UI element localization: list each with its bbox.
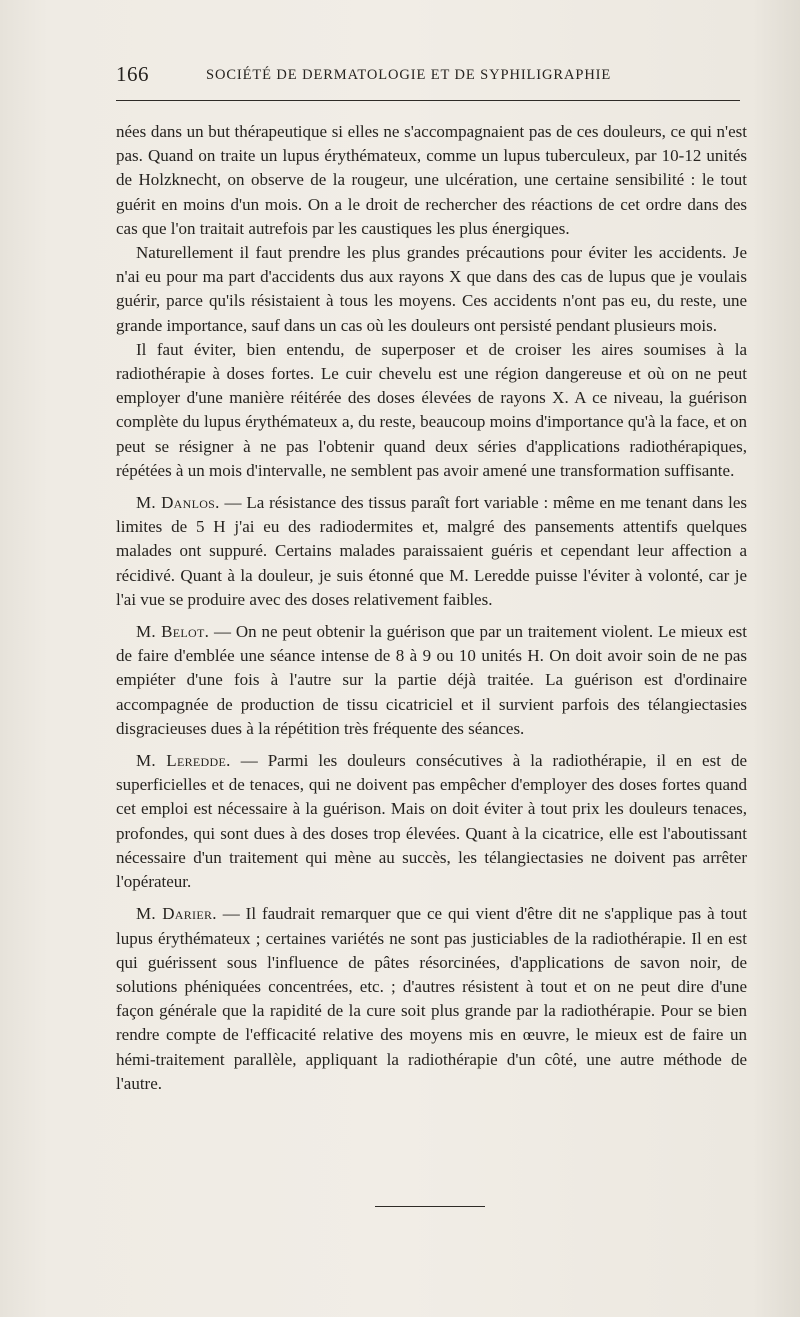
body-text: [116, 120, 747, 1096]
paragraph-text: — Il faudrait remarquer que ce qui vient d'être dit ne s'applique pas à tout lupus érythémateux ; certaines variétés ne sont pas justiciables de la radiothérapie. Il en est qui guérissent sous l'influence de pâtes résorcinées, d'applications de savon noir, de solutions phéniquées concentrées, etc. ; d'autres résistent à tout et on ne peut dire d'une façon générale que la rapidité de la cure soit plus grande par la radiothérapie. Pour se bien rendre compte de l'efficacité relative des moyens mis en œuvre, le mieux est de faire un hémi-traitement parallèle, appliquant la radiothérapie d'un côté, une autre méthode de l'autre.: [116, 904, 747, 1093]
paragraph-text: nées dans un but thérapeutique si elles ne s'accompagnaient pas de ces douleurs, ce qui n'est pas. Quand on traite un lupus érythémateux, comme un lupus tuberculeux, par 10-12 unités de Holzknecht, on observe de la rougeur, une ulcération, une certaine sensibilité : le tout guérit en moins d'un mois. On a le droit de rechercher des réactions de cet ordre dans des cas que l'on traitait autrefois par les caustiques les plus énergiques.: [116, 122, 747, 238]
paragraph-darier: [116, 902, 747, 1096]
paragraph-scalp: [116, 338, 747, 483]
paragraph-text: — La résistance des tissus paraît fort variable : même en me tenant dans les limites de 5 H j'ai eu des radiodermites et, malgré des pansements attentifs quelques malades ont suppuré. Certains malades paraissaient guéris et cependant leur affection a récidivé. Quant à la douleur, je suis étonné que M. Leredde puisse l'éviter à volonté, car je l'ai vue se produire avec des doses relativement faibles.: [116, 493, 747, 609]
speaker-name: M. Belot.: [136, 622, 210, 642]
paragraph-danlos: [116, 491, 747, 612]
paragraph-text: Naturellement il faut prendre les plus grandes précautions pour éviter les accidents. Je n'ai eu pour ma part d'accidents dus aux rayons X que dans des cas de lupus que je voulais guérir, parce qu'ils résistaient à tous les moyens. Ces accidents n'ont pas eu, du reste, une grande importance, sauf dans un cas où les douleurs ont persisté pendant plusieurs mois.: [116, 243, 747, 335]
speaker-name: M. Leredde.: [136, 751, 231, 771]
paragraph-text: — On ne peut obtenir la guérison que par un traitement violent. Le mieux est de faire d'emblée une séance intense de 8 à 9 ou 10 unités H. On doit avoir soin de ne pas empiéter d'une fois à l'autre sur la partie déjà traitée. La guérison est d'ordinaire accompagnée de production de tissu cicatriciel et il survient parfois des télangiectasies disgracieuses dues à la répétition très fréquente des séances.: [116, 622, 748, 738]
page-header: [116, 62, 746, 92]
running-title: SOCIÉTÉ DE DERMATOLOGIE ET DE SYPHILIGRAPHIE: [206, 67, 612, 83]
paragraph-precautions: [116, 241, 747, 338]
paragraph-text: — Parmi les douleurs consécutives à la radiothérapie, il en est de superficielles et de tenaces, qui ne doivent pas empêcher d'employer des doses fortes quand cet emploi est nécessaire à la guérison. Mais on doit éviter à tout prix les douleurs tenaces, profondes, qui sont dues à des doses trop élevées. Quant à la cicatrice, elle est l'aboutissant nécessaire d'un traitement qui mène au succès, les télangiectasies ne doivent pas arrêter l'opérateur.: [116, 751, 747, 892]
header-rule: [116, 100, 740, 101]
section-end-rule: [375, 1206, 485, 1207]
speaker-name: M. Darier.: [136, 904, 217, 924]
paragraph-text: Il faut éviter, bien entendu, de superposer et de croiser les aires soumises à la radiothérapie à doses fortes. Le cuir chevelu est une région dangereuse et où on ne peut employer d'une manière réitérée des doses élevées de rayons X. A ce niveau, la guérison complète du lupus érythémateux a, du reste, beaucoup moins d'importance qu'à la face, et on peut se résigner à ne pas l'obtenir quand deux séries d'applications radiothérapiques, répétées à un mois d'intervalle, ne semblent pas avoir amené une transformation suffisante.: [116, 339, 747, 480]
paragraph-belot: [116, 620, 747, 741]
page-number: 166: [116, 62, 149, 86]
paragraph-leredde: [116, 749, 747, 894]
speaker-name: M. Danlos.: [136, 493, 220, 513]
paragraph-continuation: [116, 120, 747, 241]
